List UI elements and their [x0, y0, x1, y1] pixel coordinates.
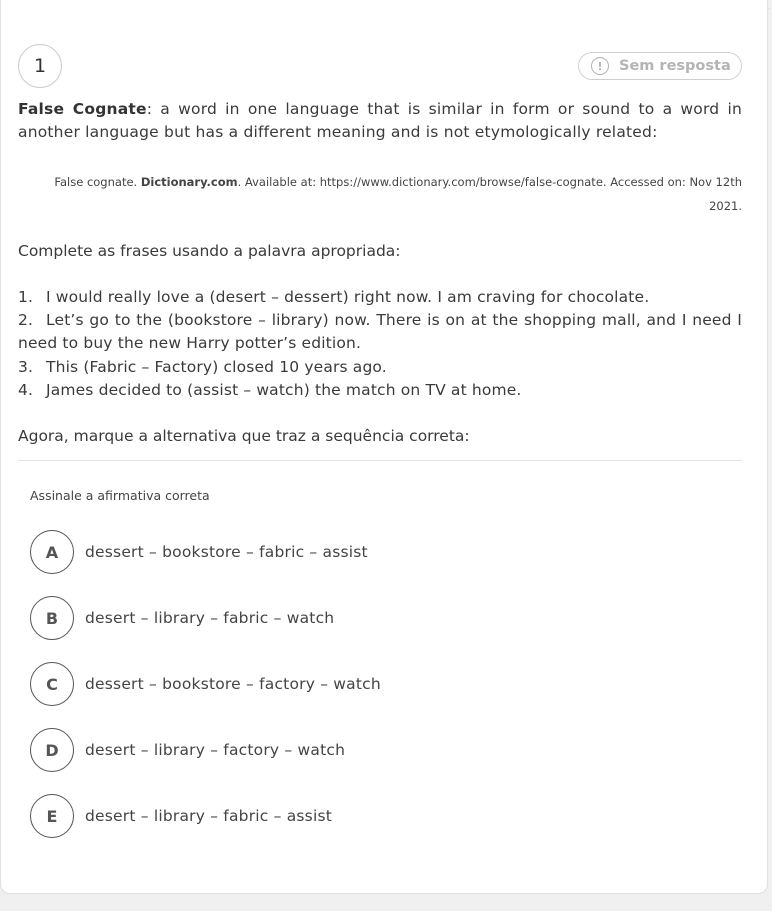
option-text: desert – library – fabric – watch — [85, 609, 335, 627]
definition-term: False Cognate — [18, 100, 147, 118]
sentence-item — [18, 309, 742, 355]
answer-status-badge — [578, 52, 742, 80]
option-a[interactable] — [30, 530, 368, 574]
option-text: dessert – bookstore – factory – watch — [85, 675, 381, 693]
sentence-text: James decided to (assist – watch) the match on TV at home. — [46, 380, 522, 399]
definition-text: : a word in one language that is similar in form or sound to a word in another language but has a different meaning and is not etymologically related: — [18, 100, 742, 141]
option-letter: B — [30, 596, 74, 640]
sentence-number: 4. — [18, 380, 34, 399]
option-letter: A — [30, 530, 74, 574]
instruction: Complete as frases usando a palavra apropriada: — [18, 242, 401, 260]
option-text: desert – library – fabric – assist — [85, 807, 333, 825]
option-d[interactable] — [30, 728, 345, 772]
sentence-list — [18, 286, 742, 402]
answer-status-label: Sem resposta — [619, 58, 731, 74]
sentence-number: 2. — [18, 311, 34, 330]
option-letter: E — [30, 794, 74, 838]
option-text: desert – library – factory – watch — [85, 741, 346, 759]
question-prompt: Agora, marque a alternativa que traz a sequência correta: — [18, 427, 470, 445]
section-divider — [18, 460, 742, 461]
definition — [18, 98, 742, 144]
option-e[interactable] — [30, 794, 332, 838]
exclamation-icon: ! — [591, 57, 609, 75]
sentence-item — [18, 286, 742, 309]
option-text: dessert – bookstore – fabric – assist — [85, 543, 368, 561]
sentence-item — [18, 379, 742, 402]
citation-prefix: False cognate. — [54, 175, 141, 189]
sentence-number: 3. — [18, 357, 34, 376]
sentence-item — [18, 356, 742, 379]
citation — [18, 170, 742, 218]
option-letter: D — [30, 728, 74, 772]
sentence-text: This (Fabric – Factory) closed 10 years ago. — [46, 357, 387, 376]
option-letter: C — [30, 662, 74, 706]
sentence-text: I would really love a (desert – dessert) right now. I am craving for chocolate. — [46, 288, 650, 306]
citation-source: Dictionary.com — [140, 175, 238, 189]
citation-rest: . Available at: https://www.dictionary.com/browse/false-cognate. Accessed on: Nov 12th 2021. — [237, 175, 742, 213]
sentence-number: 1. — [18, 288, 34, 306]
answers-label: Assinale a afirmativa correta — [30, 488, 210, 503]
option-b[interactable] — [30, 596, 334, 640]
sentence-text: Let’s go to the (bookstore – library) now. There is on at the shopping mall, and I need I need to buy the new Harry potter’s edition. — [18, 311, 742, 353]
question-number: 1 — [18, 44, 62, 88]
option-c[interactable] — [30, 662, 381, 706]
